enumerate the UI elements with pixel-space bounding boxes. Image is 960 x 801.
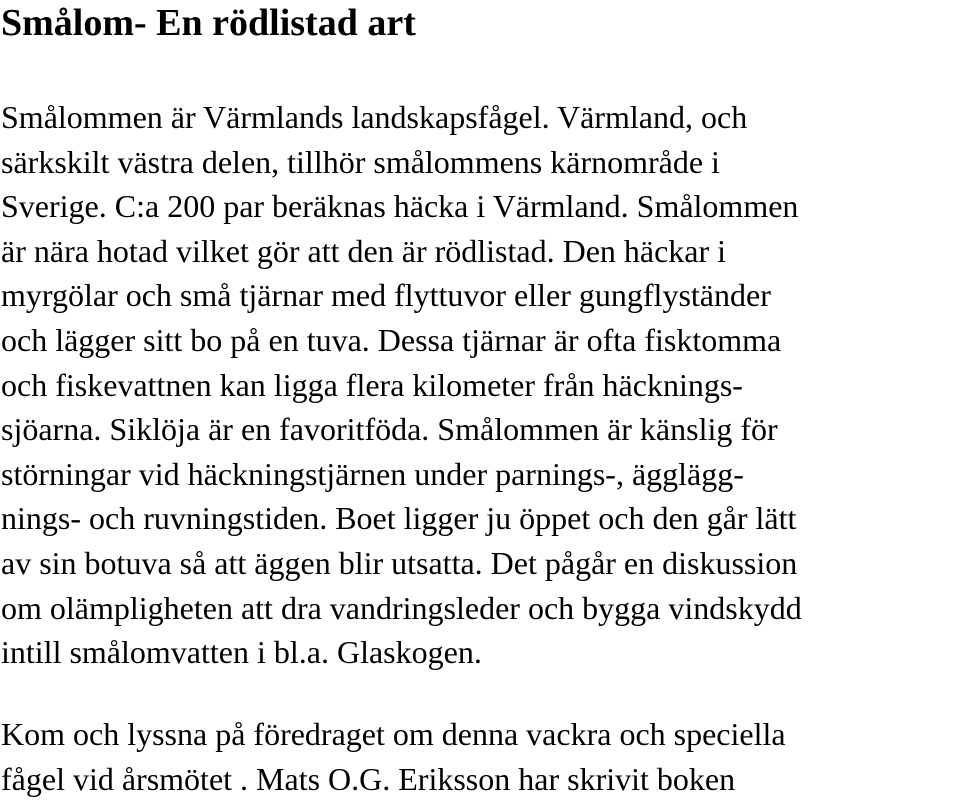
text-line: störningar vid häckningstjärnen under parnings-, ägglägg- bbox=[1, 455, 744, 492]
text-line: och fiskevattnen kan ligga flera kilometer från häcknings- bbox=[1, 366, 743, 403]
text-line: Sverige. C:a 200 par beräknas häcka i Värmland. Smålommen bbox=[1, 188, 799, 225]
paragraph-annual-meeting bbox=[1, 712, 786, 801]
text-line: fågel vid årsmötet . Mats O.G. Eriksson har skrivit boken bbox=[1, 760, 736, 797]
text-line: nings- och ruvningstiden. Boet ligger ju öppet och den går lätt bbox=[1, 500, 797, 537]
text-line: och lägger sitt bo på en tuva. Dessa tjärnar är ofta fisktomma bbox=[1, 321, 782, 358]
text-line: Smålommen är Värmlands landskapsfågel. Värmland, och bbox=[1, 99, 748, 135]
text-line: är nära hotad vilket gör att den är rödlistad. Den häckar i bbox=[1, 232, 727, 269]
text-line: sjöarna. Siklöja är en favoritföda. Smålommen är känslig för bbox=[1, 411, 778, 448]
text-line: om olämpligheten att dra vandringsleder och bygga vindskydd bbox=[1, 589, 802, 626]
document-title: Smålom- En rödlistad art bbox=[1, 2, 416, 44]
text-line: Kom och lyssna på föredraget om denna vackra och speciella bbox=[1, 716, 786, 752]
paragraph-smalom-info bbox=[1, 95, 802, 675]
text-line: intill smålomvatten i bl.a. Glaskogen. bbox=[1, 634, 482, 671]
text-line: särkskilt västra delen, tillhör smålommens kärnområde i bbox=[1, 143, 720, 180]
text-line: av sin botuva så att äggen blir utsatta. Det pågår en diskussion bbox=[1, 544, 798, 581]
text-line: myrgölar och små tjärnar med flyttuvor eller gungflyständer bbox=[1, 277, 771, 314]
